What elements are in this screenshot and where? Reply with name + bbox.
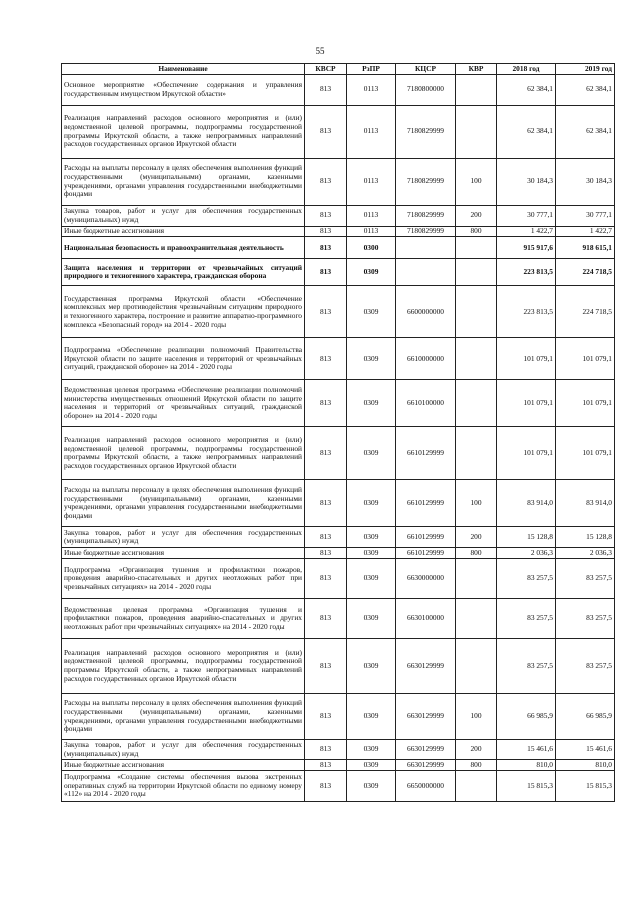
row-2018: 83 257,5 bbox=[497, 599, 556, 639]
row-2019: 224 718,5 bbox=[556, 259, 615, 286]
row-rzpr: 0309 bbox=[347, 338, 396, 380]
row-2018: 223 813,5 bbox=[497, 286, 556, 338]
row-kvsr: 813 bbox=[305, 338, 347, 380]
row-kcsr: 6630129999 bbox=[396, 639, 456, 694]
row-name: Основное мероприятие «Обеспечение содержания и управления государственным имуществом Иркутской области» bbox=[62, 74, 305, 105]
row-kvr bbox=[456, 770, 497, 801]
row-kvr: 200 bbox=[456, 205, 497, 226]
row-rzpr: 0113 bbox=[347, 105, 396, 158]
row-kcsr: 6630129999 bbox=[396, 740, 456, 760]
table-row bbox=[62, 338, 615, 380]
row-2019: 224 718,5 bbox=[556, 286, 615, 338]
row-kcsr: 6630000000 bbox=[396, 559, 456, 599]
row-kcsr: 6630129999 bbox=[396, 760, 456, 771]
table-row bbox=[62, 480, 615, 527]
row-name: Ведомственная целевая программа «Организация тушения и профилактики пожаров, проведения аварийно-спасательных и других неотложных работ при чрезвычайных ситуациях» на 2014 - 2020 годы bbox=[62, 599, 305, 639]
row-2018: 83 257,5 bbox=[497, 639, 556, 694]
row-2019: 62 384,1 bbox=[556, 105, 615, 158]
table-header-row bbox=[62, 64, 615, 75]
row-rzpr: 0309 bbox=[347, 694, 396, 740]
header-2018: 2018 год bbox=[497, 64, 556, 75]
row-2019: 2 036,3 bbox=[556, 548, 615, 559]
row-kvsr: 813 bbox=[305, 427, 347, 480]
row-name: Иные бюджетные ассигнования bbox=[62, 760, 305, 771]
row-kvsr: 813 bbox=[305, 639, 347, 694]
row-kvr bbox=[456, 559, 497, 599]
row-kvr: 800 bbox=[456, 226, 497, 237]
row-name: Подпрограмма «Создание системы обеспечения вызова экстренных оперативных служб на территории Иркутской области по единому номеру «112» на 2014 - 2020 годы bbox=[62, 770, 305, 801]
row-kvsr: 813 bbox=[305, 105, 347, 158]
row-kvr: 100 bbox=[456, 158, 497, 205]
row-name: Ведомственная целевая программа «Обеспечение реализации полномочий министерства имущественных отношений Иркутской области по защите населения и территорий от чрезвычайных ситуаций, гражданской обороне» на 2014 - 2020 годы bbox=[62, 380, 305, 427]
row-2018: 83 914,0 bbox=[497, 480, 556, 527]
row-2018: 101 079,1 bbox=[497, 338, 556, 380]
row-2019: 66 985,9 bbox=[556, 694, 615, 740]
header-rzpr: РзПР bbox=[347, 64, 396, 75]
budget-table bbox=[61, 63, 615, 802]
table-row bbox=[62, 694, 615, 740]
header-kcsr: КЦСР bbox=[396, 64, 456, 75]
row-name: Реализация направлений расходов основного мероприятия и (или) ведомственной целевой программы, подпрограммы государственной программы Иркутской области, а также непрограммных направлений расходов государственных органов Иркутской области bbox=[62, 105, 305, 158]
row-2019: 83 914,0 bbox=[556, 480, 615, 527]
table-row bbox=[62, 105, 615, 158]
row-kvsr: 813 bbox=[305, 205, 347, 226]
table-row bbox=[62, 599, 615, 639]
row-2019: 83 257,5 bbox=[556, 639, 615, 694]
row-kvsr: 813 bbox=[305, 286, 347, 338]
row-kcsr: 7180800000 bbox=[396, 74, 456, 105]
row-kvsr: 813 bbox=[305, 74, 347, 105]
row-kvsr: 813 bbox=[305, 740, 347, 760]
row-rzpr: 0309 bbox=[347, 770, 396, 801]
row-kcsr: 6610100000 bbox=[396, 380, 456, 427]
row-2018: 83 257,5 bbox=[497, 559, 556, 599]
row-2018: 15 815,3 bbox=[497, 770, 556, 801]
table-row bbox=[62, 639, 615, 694]
row-2018: 15 461,6 bbox=[497, 740, 556, 760]
row-kvr bbox=[456, 427, 497, 480]
row-rzpr: 0309 bbox=[347, 639, 396, 694]
row-rzpr: 0113 bbox=[347, 205, 396, 226]
header-2019: 2019 год bbox=[556, 64, 615, 75]
row-kvr: 100 bbox=[456, 694, 497, 740]
table-row bbox=[62, 380, 615, 427]
row-kvr: 200 bbox=[456, 740, 497, 760]
page-number: 55 bbox=[315, 46, 325, 56]
table-row bbox=[62, 770, 615, 801]
row-name: Защита населения и территории от чрезвычайных ситуаций природного и техногенного характера, гражданская оборона bbox=[62, 259, 305, 286]
row-2018: 101 079,1 bbox=[497, 380, 556, 427]
table-row bbox=[62, 760, 615, 771]
row-2018: 62 384,1 bbox=[497, 105, 556, 158]
row-name: Государственная программа Иркутской области «Обеспечение комплексных мер противодействия чрезвычайным ситуациям природного и техногенного характера, построение и развитие аппаратно-программного комплекса «Безопасный город» на 2014 - 2020 годы bbox=[62, 286, 305, 338]
row-name: Реализация направлений расходов основного мероприятия и (или) ведомственной целевой программы, подпрограммы государственной программы Иркутской области, а также непрограммных направлений расходов государственных органов Иркутской области bbox=[62, 427, 305, 480]
row-name: Закупка товаров, работ и услуг для обеспечения государственных (муниципальных) нужд bbox=[62, 205, 305, 226]
row-2018: 2 036,3 bbox=[497, 548, 556, 559]
row-2019: 30 184,3 bbox=[556, 158, 615, 205]
row-2019: 30 777,1 bbox=[556, 205, 615, 226]
row-kvsr: 813 bbox=[305, 226, 347, 237]
row-kvr: 200 bbox=[456, 527, 497, 548]
row-kvr bbox=[456, 639, 497, 694]
table-row bbox=[62, 237, 615, 259]
row-kvsr: 813 bbox=[305, 527, 347, 548]
row-name: Расходы на выплаты персоналу в целях обеспечения выполнения функций государственными (муниципальными) органами, казенными учреждениями, органами управления государственными внебюджетными фондами bbox=[62, 158, 305, 205]
row-2018: 1 422,7 bbox=[497, 226, 556, 237]
row-kcsr: 6650000000 bbox=[396, 770, 456, 801]
row-kvr bbox=[456, 380, 497, 427]
row-name: Иные бюджетные ассигнования bbox=[62, 226, 305, 237]
row-kvsr: 813 bbox=[305, 158, 347, 205]
row-2018: 810,0 bbox=[497, 760, 556, 771]
row-2019: 101 079,1 bbox=[556, 427, 615, 480]
row-2019: 62 384,1 bbox=[556, 74, 615, 105]
row-kvr bbox=[456, 74, 497, 105]
row-name: Расходы на выплаты персоналу в целях обеспечения выполнения функций государственными (муниципальными) органами, казенными учреждениями, органами управления государственными внебюджетными фондами bbox=[62, 480, 305, 527]
row-2018: 30 184,3 bbox=[497, 158, 556, 205]
row-kcsr: 6630129999 bbox=[396, 694, 456, 740]
row-kvr: 800 bbox=[456, 548, 497, 559]
row-kvsr: 813 bbox=[305, 237, 347, 259]
row-2019: 810,0 bbox=[556, 760, 615, 771]
row-2018: 101 079,1 bbox=[497, 427, 556, 480]
row-name: Закупка товаров, работ и услуг для обеспечения государственных (муниципальных) нужд bbox=[62, 527, 305, 548]
row-name: Иные бюджетные ассигнования bbox=[62, 548, 305, 559]
row-rzpr: 0309 bbox=[347, 380, 396, 427]
row-kvr bbox=[456, 237, 497, 259]
row-kvr bbox=[456, 259, 497, 286]
row-2018: 223 813,5 bbox=[497, 259, 556, 286]
table-row bbox=[62, 740, 615, 760]
row-2018: 66 985,9 bbox=[497, 694, 556, 740]
row-kcsr: 6630100000 bbox=[396, 599, 456, 639]
row-kcsr: 6610129999 bbox=[396, 427, 456, 480]
row-kcsr: 6610000000 bbox=[396, 338, 456, 380]
header-kvsr: КВСР bbox=[305, 64, 347, 75]
table-row bbox=[62, 559, 615, 599]
row-2019: 918 615,1 bbox=[556, 237, 615, 259]
row-kcsr bbox=[396, 237, 456, 259]
row-kvsr: 813 bbox=[305, 559, 347, 599]
row-kcsr: 6610129999 bbox=[396, 548, 456, 559]
row-kvr bbox=[456, 599, 497, 639]
table-body bbox=[62, 74, 615, 801]
row-kvr bbox=[456, 286, 497, 338]
row-2019: 83 257,5 bbox=[556, 559, 615, 599]
row-rzpr: 0309 bbox=[347, 740, 396, 760]
row-name: Расходы на выплаты персоналу в целях обеспечения выполнения функций государственными (муниципальными) органами, казенными учреждениями, органами управления государственными внебюджетными фондами bbox=[62, 694, 305, 740]
row-2018: 15 128,8 bbox=[497, 527, 556, 548]
table-row bbox=[62, 259, 615, 286]
row-2019: 15 461,6 bbox=[556, 740, 615, 760]
row-rzpr: 0113 bbox=[347, 158, 396, 205]
row-kcsr: 6600000000 bbox=[396, 286, 456, 338]
row-kcsr: 7180829999 bbox=[396, 105, 456, 158]
row-2019: 15 128,8 bbox=[556, 527, 615, 548]
row-kvsr: 813 bbox=[305, 694, 347, 740]
row-kvr: 100 bbox=[456, 480, 497, 527]
row-kvsr: 813 bbox=[305, 770, 347, 801]
row-2019: 83 257,5 bbox=[556, 599, 615, 639]
row-rzpr: 0309 bbox=[347, 559, 396, 599]
row-name: Реализация направлений расходов основного мероприятия и (или) ведомственной целевой программы, подпрограммы государственной программы Иркутской области, а также непрограммных направлений расходов государственных органов Иркутской области bbox=[62, 639, 305, 694]
row-kvr bbox=[456, 105, 497, 158]
table-row bbox=[62, 286, 615, 338]
row-name: Национальная безопасность и правоохранительная деятельность bbox=[62, 237, 305, 259]
row-name: Подпрограмма «Обеспечение реализации полномочий Правительства Иркутской области по защите населения и территорий от чрезвычайных ситуаций, гражданской обороне» на 2014 - 2020 годы bbox=[62, 338, 305, 380]
row-rzpr: 0309 bbox=[347, 599, 396, 639]
row-kvr bbox=[456, 338, 497, 380]
table-row bbox=[62, 427, 615, 480]
row-rzpr: 0309 bbox=[347, 548, 396, 559]
row-kcsr: 6610129999 bbox=[396, 480, 456, 527]
row-kcsr bbox=[396, 259, 456, 286]
row-kvsr: 813 bbox=[305, 760, 347, 771]
row-rzpr: 0309 bbox=[347, 259, 396, 286]
row-kcsr: 7180829999 bbox=[396, 226, 456, 237]
row-rzpr: 0309 bbox=[347, 760, 396, 771]
row-rzpr: 0300 bbox=[347, 237, 396, 259]
table-row bbox=[62, 158, 615, 205]
row-kvsr: 813 bbox=[305, 480, 347, 527]
table-row bbox=[62, 74, 615, 105]
row-2018: 62 384,1 bbox=[497, 74, 556, 105]
table-row bbox=[62, 205, 615, 226]
row-2018: 915 917,6 bbox=[497, 237, 556, 259]
table-row bbox=[62, 548, 615, 559]
row-kvr: 800 bbox=[456, 760, 497, 771]
table-row bbox=[62, 527, 615, 548]
row-2019: 101 079,1 bbox=[556, 380, 615, 427]
row-rzpr: 0309 bbox=[347, 480, 396, 527]
row-2019: 1 422,7 bbox=[556, 226, 615, 237]
row-rzpr: 0309 bbox=[347, 286, 396, 338]
row-2019: 101 079,1 bbox=[556, 338, 615, 380]
row-kcsr: 6610129999 bbox=[396, 527, 456, 548]
row-kvsr: 813 bbox=[305, 259, 347, 286]
row-2018: 30 777,1 bbox=[497, 205, 556, 226]
row-2019: 15 815,3 bbox=[556, 770, 615, 801]
row-name: Подпрограмма «Организация тушения и профилактики пожаров, проведения аварийно-спасательных и других неотложных работ при чрезвычайных ситуациях» на 2014 - 2020 годы bbox=[62, 559, 305, 599]
row-rzpr: 0309 bbox=[347, 527, 396, 548]
row-rzpr: 0113 bbox=[347, 226, 396, 237]
table-row bbox=[62, 226, 615, 237]
row-kcsr: 7180829999 bbox=[396, 158, 456, 205]
row-rzpr: 0113 bbox=[347, 74, 396, 105]
row-kcsr: 7180829999 bbox=[396, 205, 456, 226]
header-kvr: КВР bbox=[456, 64, 497, 75]
header-name: Наименование bbox=[62, 64, 305, 75]
row-name: Закупка товаров, работ и услуг для обеспечения государственных (муниципальных) нужд bbox=[62, 740, 305, 760]
row-rzpr: 0309 bbox=[347, 427, 396, 480]
row-kvsr: 813 bbox=[305, 380, 347, 427]
row-kvsr: 813 bbox=[305, 548, 347, 559]
row-kvsr: 813 bbox=[305, 599, 347, 639]
